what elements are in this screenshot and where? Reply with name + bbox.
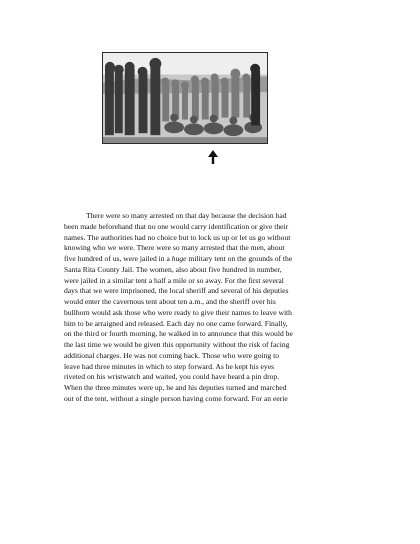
paragraph-line: Santa Rita County Jail. The women, also about five hundred in number,: [64, 264, 282, 274]
paragraph-line: When the three minutes were up, he and his deputies turned and marched: [64, 383, 287, 392]
body-paragraph: [64, 211, 358, 405]
paragraph-line: days that we were imprisoned, the local sheriff and several of his deputies: [64, 286, 289, 296]
paragraph-line: out of the tent, without a single person having come forward. For an eerie: [64, 393, 288, 403]
paragraph-line: the last time we would be given this opportunity without the risk of facing: [64, 340, 290, 349]
paragraph-line: would enter the cavernous tent about ten a.m., and the sheriff over his: [64, 297, 276, 306]
paragraph-line: additional charges. He was not coming back. Those who were going to: [64, 350, 280, 360]
paragraph-line: on the third or fourth morning, he walked in to announce that this would be: [64, 329, 293, 339]
paragraph-line: riveted on his wristwatch and waited, you could have heard a pin drop.: [64, 372, 280, 382]
line-text: five hundred of us, were jailed in a: [64, 254, 172, 263]
paragraph-line: [64, 254, 358, 265]
up-arrow: [207, 150, 219, 164]
line-text: military tent on the grounds of the: [186, 254, 293, 263]
paragraph-line: were jailed in a similar tent a half a mile or so away. For the first several: [64, 275, 284, 285]
historical-photo: [102, 52, 268, 144]
historical-photo-arrested-crowd-icon: [103, 53, 267, 143]
paragraph-line: bullhorn would ask those who were ready to give their names to leave with: [64, 307, 292, 317]
paragraph-line: been made beforehand that no one would carry identification or give their: [64, 221, 289, 231]
paragraph-line: leave had three minutes in which to step forward. As he kept his eyes: [64, 361, 275, 371]
paragraph-line: names. The authorities had no choice but to lock us up or let us go without: [64, 232, 291, 242]
up-arrow-icon: [207, 150, 219, 164]
emphasized-word: huge: [171, 254, 187, 263]
paragraph-line: There were so many arrested on that day because the decision had: [86, 211, 287, 220]
paragraph-line: knowing who we were. There were so many arrested that the men, about: [64, 243, 285, 253]
paragraph-line: him to be arraigned and released. Each day no one came forward. Finally,: [64, 318, 288, 328]
